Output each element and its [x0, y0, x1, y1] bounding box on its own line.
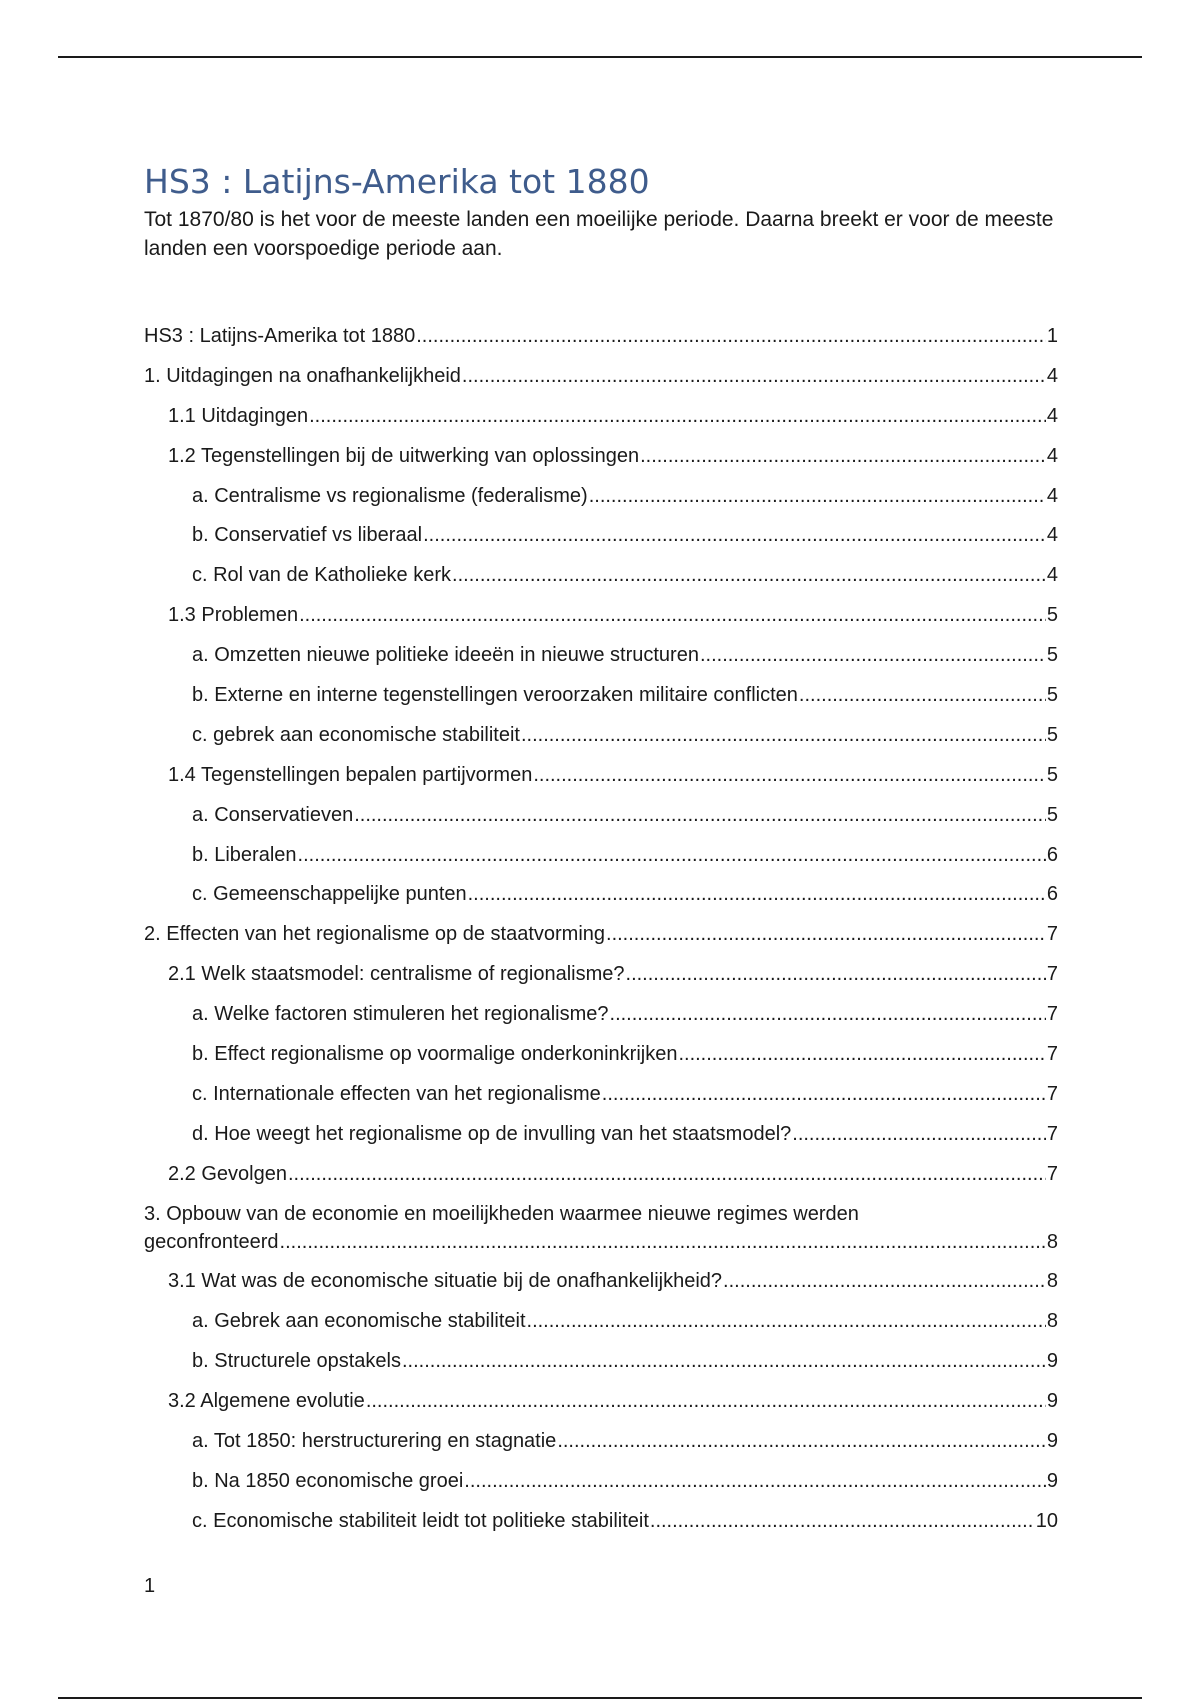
toc-leader-dots [626, 961, 1046, 987]
toc-page-number: 4 [1046, 564, 1058, 587]
toc-page-number: 9 [1046, 1390, 1058, 1413]
toc-leader-dots [452, 562, 1046, 588]
toc-entry-2-1-a[interactable] [144, 1001, 1058, 1027]
toc-leader-dots [602, 1081, 1046, 1107]
toc-entry-1-1[interactable] [144, 403, 1058, 429]
toc-leader-dots [462, 363, 1046, 389]
toc-page-number: 4 [1046, 404, 1058, 427]
toc-page-number: 5 [1046, 763, 1058, 786]
toc-entry-2-1[interactable] [144, 961, 1058, 987]
toc-page-number: 5 [1046, 604, 1058, 627]
header-rule [58, 56, 1142, 58]
toc-label: c. Rol van de Katholieke kerk [192, 564, 452, 587]
toc-entry-1-4[interactable] [144, 762, 1058, 788]
toc-page-number: 7 [1046, 1003, 1058, 1026]
toc-leader-dots [309, 403, 1046, 429]
toc-entry-2-1-d[interactable] [144, 1121, 1058, 1147]
toc-label-line2: geconfronteerd [144, 1230, 279, 1253]
toc-leader-dots [606, 921, 1046, 947]
toc-leader-dots [640, 443, 1046, 469]
toc-label: c. gebrek aan economische stabiliteit [192, 723, 520, 746]
toc-label: a. Gebrek aan economische stabiliteit [192, 1310, 526, 1333]
toc-label: a. Tot 1850: herstructurering en stagnatie [192, 1430, 557, 1453]
toc-leader-dots [423, 522, 1046, 548]
toc-page-number: 7 [1046, 1162, 1058, 1185]
toc-label: b. Effect regionalisme op voormalige onderkoninkrijken [192, 1043, 678, 1066]
toc-label: b. Conservatief vs liberaal [192, 524, 423, 547]
toc-entry-1-2-a[interactable] [144, 483, 1058, 509]
toc-page-number: 9 [1046, 1430, 1058, 1453]
toc-label: b. Structurele opstakels [192, 1350, 401, 1373]
toc-page-number: 8 [1046, 1310, 1058, 1333]
toc-page-number: 5 [1046, 723, 1058, 746]
toc-label: 2.1 Welk staatsmodel: centralisme of regionalisme? [168, 963, 625, 986]
toc-leader-dots [299, 602, 1046, 628]
toc-label: b. Na 1850 economische groei [192, 1469, 464, 1492]
footer-rule [58, 1697, 1142, 1699]
toc-label: 1.2 Tegenstellingen bij de uitwerking van oplossingen [168, 444, 640, 467]
toc-leader-dots [533, 762, 1046, 788]
toc-entry-1-3-a[interactable] [144, 642, 1058, 668]
toc-label: 1. Uitdagingen na onafhankelijkheid [144, 364, 461, 387]
toc-entry-3-2[interactable] [144, 1388, 1058, 1414]
toc-leader-dots [298, 842, 1046, 868]
toc-leader-dots [527, 1308, 1046, 1334]
toc-entry-3-2-b[interactable] [144, 1468, 1058, 1494]
toc-label: b. Externe en interne tegenstellingen veroorzaken militaire conflicten [192, 684, 798, 707]
toc-leader-dots [464, 1468, 1046, 1494]
toc-page-number: 4 [1046, 364, 1058, 387]
toc-label: 2.2 Gevolgen [168, 1162, 287, 1185]
toc-label: c. Economische stabiliteit leidt tot politieke stabiliteit [192, 1509, 649, 1532]
toc-label: a. Conservatieven [192, 803, 354, 826]
toc-entry-1[interactable] [144, 363, 1058, 389]
toc-leader-dots [468, 881, 1046, 907]
toc-page-number: 9 [1046, 1469, 1058, 1492]
toc-entry-1-3[interactable] [144, 602, 1058, 628]
toc-label: b. Liberalen [192, 843, 297, 866]
toc-page-number: 7 [1046, 923, 1058, 946]
toc-entry-2-1-c[interactable] [144, 1081, 1058, 1107]
toc-leader-dots [610, 1001, 1046, 1027]
toc-leader-dots [650, 1508, 1035, 1534]
toc-label: HS3 : Latijns-Amerika tot 1880 [144, 325, 416, 347]
toc-label: 3. Opbouw van de economie en moeilijkheden waarmee nieuwe regimes werden [144, 1202, 859, 1225]
toc-entry-1-2[interactable] [144, 443, 1058, 469]
toc-entry-1-4-b[interactable] [144, 842, 1058, 868]
toc-entry-3-1-b[interactable] [144, 1348, 1058, 1374]
toc-label: c. Gemeenschappelijke punten [192, 883, 467, 906]
toc-leader-dots [366, 1388, 1046, 1414]
toc-entry-2-1-b[interactable] [144, 1041, 1058, 1067]
toc-label: d. Hoe weegt het regionalisme op de invulling van het staatsmodel? [192, 1122, 792, 1145]
toc-entry-1-2-c[interactable] [144, 562, 1058, 588]
toc-label: a. Welke factoren stimuleren het regionalisme? [192, 1003, 609, 1026]
toc-leader-dots [589, 483, 1046, 509]
toc-entry-1-3-c[interactable] [144, 722, 1058, 748]
toc-label: a. Centralisme vs regionalisme (federalisme) [192, 484, 588, 507]
toc-page-number: 10 [1035, 1509, 1058, 1532]
toc-page-number: 8 [1046, 1230, 1058, 1253]
toc-page-number: 1 [1046, 325, 1058, 347]
toc-entry-1-3-b[interactable] [144, 682, 1058, 708]
toc-label: 2. Effecten van het regionalisme op de staatvorming [144, 923, 606, 946]
toc-entry-3-1[interactable] [144, 1268, 1058, 1294]
toc-page-number: 7 [1046, 1122, 1058, 1145]
page-number: 1 [144, 1575, 156, 1597]
toc-entry-3-1-a[interactable] [144, 1308, 1058, 1334]
toc-entry-2[interactable] [144, 921, 1058, 947]
toc-leader-dots [700, 642, 1046, 668]
toc-leader-dots [416, 323, 1046, 349]
toc-page-number: 4 [1046, 484, 1058, 507]
toc-leader-dots [792, 1121, 1046, 1147]
toc-entry-3-2-a[interactable] [144, 1428, 1058, 1454]
document-title: HS3 : Latijns-Amerika tot 1880 [144, 162, 650, 201]
toc-leader-dots [280, 1229, 1046, 1255]
toc-label-continuation [144, 1229, 1058, 1255]
toc-leader-dots [354, 802, 1046, 828]
toc-label: c. Internationale effecten van het regionalisme [192, 1082, 601, 1105]
toc-entry-3[interactable] [144, 1201, 1058, 1255]
toc-page-number: 7 [1046, 1082, 1058, 1105]
toc-page-number: 4 [1046, 524, 1058, 547]
toc-page-number: 8 [1046, 1270, 1058, 1293]
toc-label: 1.1 Uitdagingen [168, 404, 309, 427]
toc-leader-dots [678, 1041, 1045, 1067]
intro-paragraph: Tot 1870/80 is het voor de meeste landen een moeilijke periode. Daarna breekt er voor de meeste landen een voorspoedige periode aan. [144, 208, 1054, 260]
toc-page-number: 6 [1046, 883, 1058, 906]
toc-leader-dots [723, 1268, 1046, 1294]
toc-label: 3.2 Algemene evolutie [168, 1390, 365, 1413]
toc-entry-1-2-b[interactable] [144, 522, 1058, 548]
toc-entry-title[interactable] [144, 323, 1058, 349]
toc-page-number: 5 [1046, 803, 1058, 826]
toc-page-number: 5 [1046, 644, 1058, 667]
toc-leader-dots [402, 1348, 1046, 1374]
toc-page-number: 6 [1046, 843, 1058, 866]
toc-page-number: 9 [1046, 1350, 1058, 1373]
toc-entry-1-4-c[interactable] [144, 881, 1058, 907]
toc-leader-dots [557, 1428, 1046, 1454]
toc-label: 1.3 Problemen [168, 604, 299, 627]
toc-label: 1.4 Tegenstellingen bepalen partijvormen [168, 763, 533, 786]
toc-page-number: 4 [1046, 444, 1058, 467]
toc-entry-2-2[interactable] [144, 1161, 1058, 1187]
table-of-contents [144, 323, 1058, 1548]
toc-entry-1-4-a[interactable] [144, 802, 1058, 828]
toc-label: 3.1 Wat was de economische situatie bij de onafhankelijkheid? [168, 1270, 723, 1293]
toc-leader-dots [799, 682, 1046, 708]
toc-page-number: 5 [1046, 684, 1058, 707]
toc-label: a. Omzetten nieuwe politieke ideeën in nieuwe structuren [192, 644, 699, 667]
toc-leader-dots [288, 1161, 1046, 1187]
toc-leader-dots [521, 722, 1046, 748]
toc-page-number: 7 [1046, 963, 1058, 986]
toc-page-number: 7 [1046, 1043, 1058, 1066]
toc-entry-3-2-c[interactable] [144, 1508, 1058, 1534]
